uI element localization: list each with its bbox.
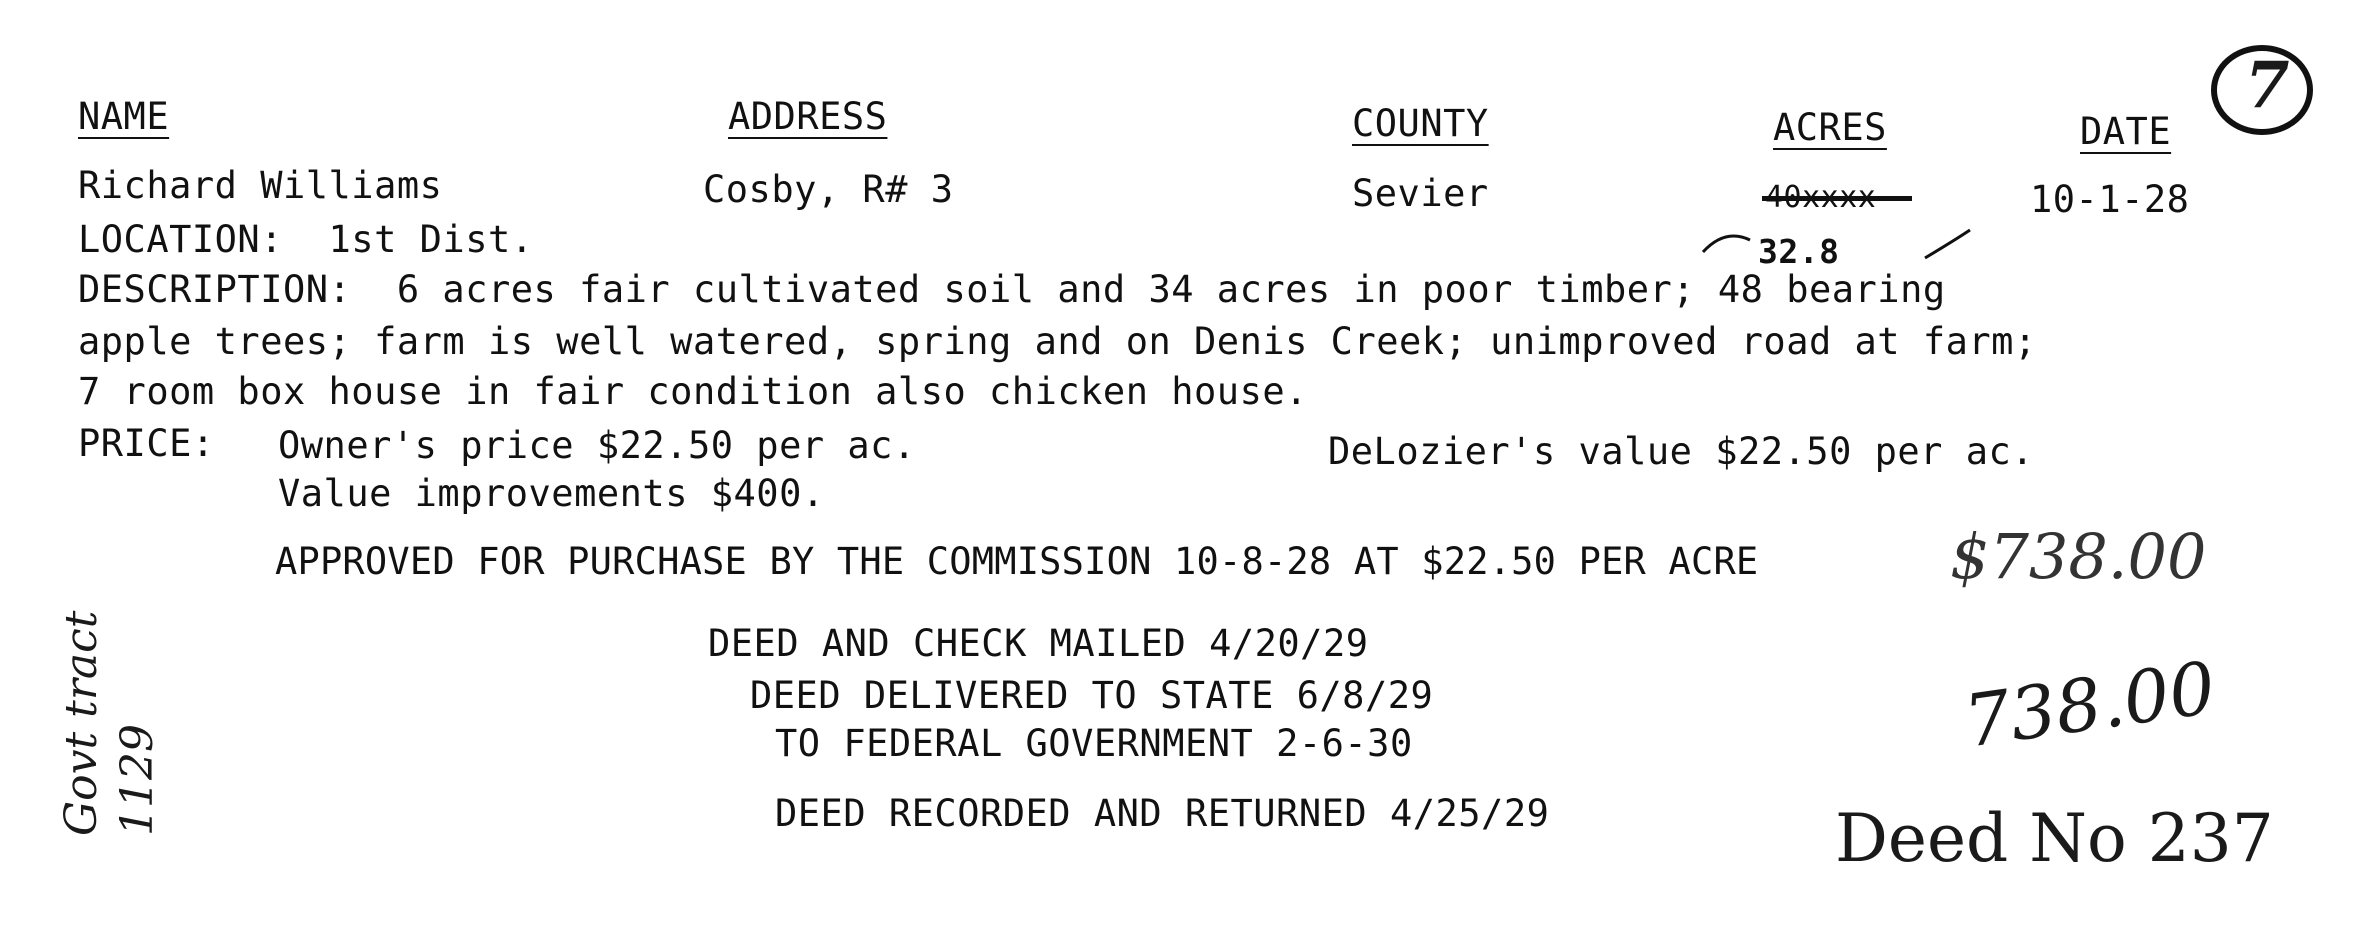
deed-delivered: DEED DELIVERED TO STATE 6/8/29 xyxy=(750,674,1434,717)
price-label: PRICE: xyxy=(78,422,215,465)
acres-revised: 32.8 xyxy=(1758,232,1840,271)
header-address: ADDRESS xyxy=(728,95,888,138)
acres-check-marks xyxy=(1695,210,1995,270)
circled-number: 7 xyxy=(2245,48,2290,123)
deed-mailed: DEED AND CHECK MAILED 4/20/29 xyxy=(708,622,1369,665)
value-improvements: Value improvements $400. xyxy=(278,472,825,515)
description-line-2: apple trees; farm is well watered, spring and on Denis Creek; unimproved road at farm; xyxy=(78,320,2037,363)
delozier-value: DeLozier's value $22.50 per ac. xyxy=(1328,430,2035,473)
amount-handwritten: 738.00 xyxy=(1959,645,2221,764)
owner-county: Sevier xyxy=(1352,172,1489,215)
header-county: COUNTY xyxy=(1352,102,1489,145)
header-name: NAME xyxy=(78,95,170,138)
approval-line: APPROVED FOR PURCHASE BY THE COMMISSION 10-8-28 AT $22.50 PER ACRE xyxy=(275,540,1759,583)
description-line-1: DESCRIPTION: 6 acres fair cultivated soil and 34 acres in poor timber; 48 bearing xyxy=(78,268,1946,311)
deed-number-handwritten: Deed No 237 xyxy=(1835,800,2274,877)
owner-name: Richard Williams xyxy=(78,164,443,207)
record-date: 10-1-28 xyxy=(2030,178,2190,221)
location-line: LOCATION: 1st Dist. xyxy=(78,218,534,261)
acres-original: 40xxxx xyxy=(1765,180,1877,215)
deed-recorded: DEED RECORDED AND RETURNED 4/25/29 xyxy=(775,792,1550,835)
owner-address: Cosby, R# 3 xyxy=(703,168,954,211)
deed-federal: TO FEDERAL GOVERNMENT 2-6-30 xyxy=(775,722,1413,765)
approved-amount-handwritten: $738.00 xyxy=(1950,520,2207,593)
owner-price: Owner's price $22.50 per ac. xyxy=(278,424,916,467)
acres-strikethrough xyxy=(1762,196,1912,201)
header-acres: ACRES xyxy=(1773,106,1887,149)
margin-note: Govt tract 1129 xyxy=(56,610,163,836)
header-date: DATE xyxy=(2080,110,2172,153)
description-line-3: 7 room box house in fair condition also chicken house. xyxy=(78,370,1308,413)
